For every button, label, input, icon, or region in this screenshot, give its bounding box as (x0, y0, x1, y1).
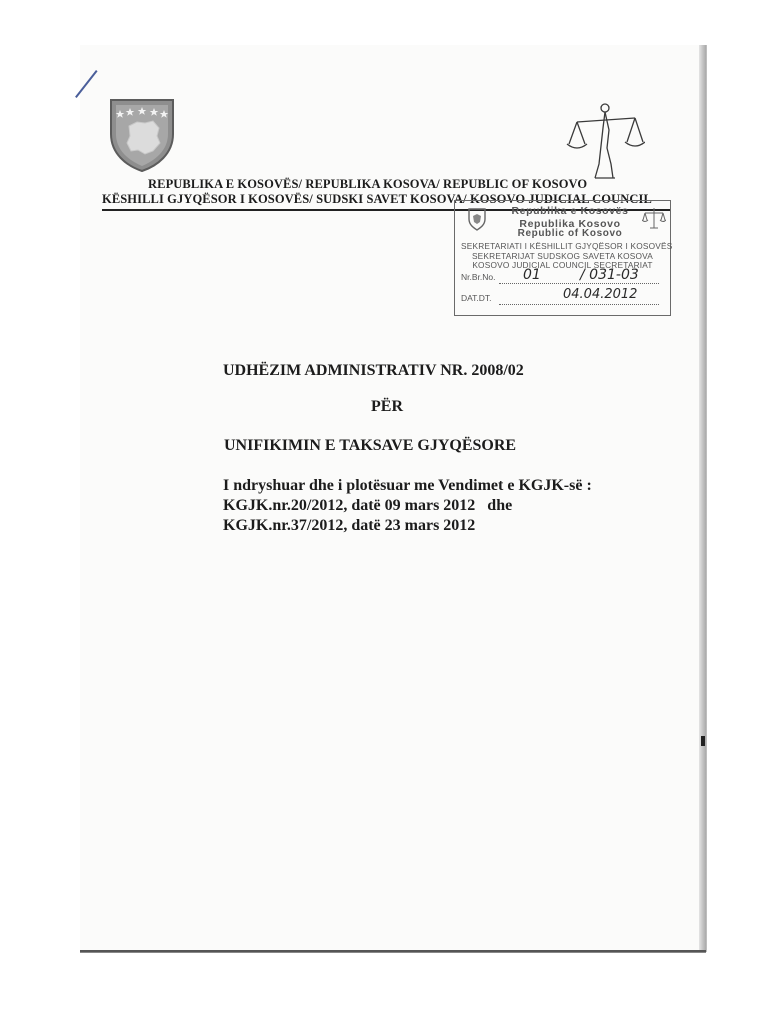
stamp-number-line (499, 283, 659, 284)
stamp-scales-icon (642, 205, 666, 231)
stamp-secretariat-english: KOSOVO JUDICIAL COUNCIL SECRETARIAT (472, 260, 653, 270)
stamp-emblem-icon (467, 207, 487, 231)
stamp-country-line-3: Republic of Kosovo (517, 228, 623, 239)
stamp-country-line-1: Republika e Kosovës (511, 205, 629, 217)
registration-stamp (454, 200, 671, 316)
page-bottom-edge (80, 950, 706, 952)
stamp-number-value-2: / 031-03 (580, 267, 639, 283)
stamp-country-line-2: Republika Kosovo (519, 218, 621, 230)
amendment-line: KGJK.nr.20/2012, datë 09 mars 2012 dhe (223, 497, 513, 514)
kosovo-coat-of-arms-icon (107, 96, 177, 172)
document-preposition: PËR (371, 398, 403, 415)
header-republic-line: REPUBLIKA E KOSOVËS/ REPUBLIKA KOSOVA/ REPUBLIC OF KOSOVO (148, 177, 588, 191)
amendment-line: KGJK.nr.37/2012, datë 23 mars 2012 (223, 517, 476, 534)
stamp-date-value: 04.04.2012 (563, 287, 638, 302)
document-subject: UNIFIKIMIN E TAKSAVE GJYQËSORE (224, 437, 517, 454)
document-title: UDHËZIM ADMINISTRATIV NR. 2008/02 (223, 362, 524, 379)
stamp-date-line (499, 304, 659, 305)
page-edge-shadow (699, 45, 706, 952)
scales-of-justice-icon (565, 98, 645, 180)
header-council-line: KËSHILLI GJYQËSOR I KOSOVËS/ SUDSKI SAVET KOSOVA/ KOSOVO JUDICIAL COUNCIL (102, 192, 652, 206)
amendment-line: I ndryshuar dhe i plotësuar me Vendimet e KGJK-së : (223, 477, 592, 494)
stamp-secretariat-albanian: SEKRETARIATI I KËSHILLIT GJYQËSOR I KOSOVËS (461, 241, 673, 251)
stamp-number-value-1: 01 (523, 267, 541, 283)
amendment-block (223, 476, 592, 536)
stamp-number-label: Nr.Br.No. (461, 272, 496, 282)
scan-mark (701, 736, 705, 746)
stamp-secretariat-serbian: SEKRETARIJAT SUDSKOG SAVETA KOSOVA (471, 251, 654, 261)
stamp-date-label: DAT.DT. (461, 293, 492, 303)
